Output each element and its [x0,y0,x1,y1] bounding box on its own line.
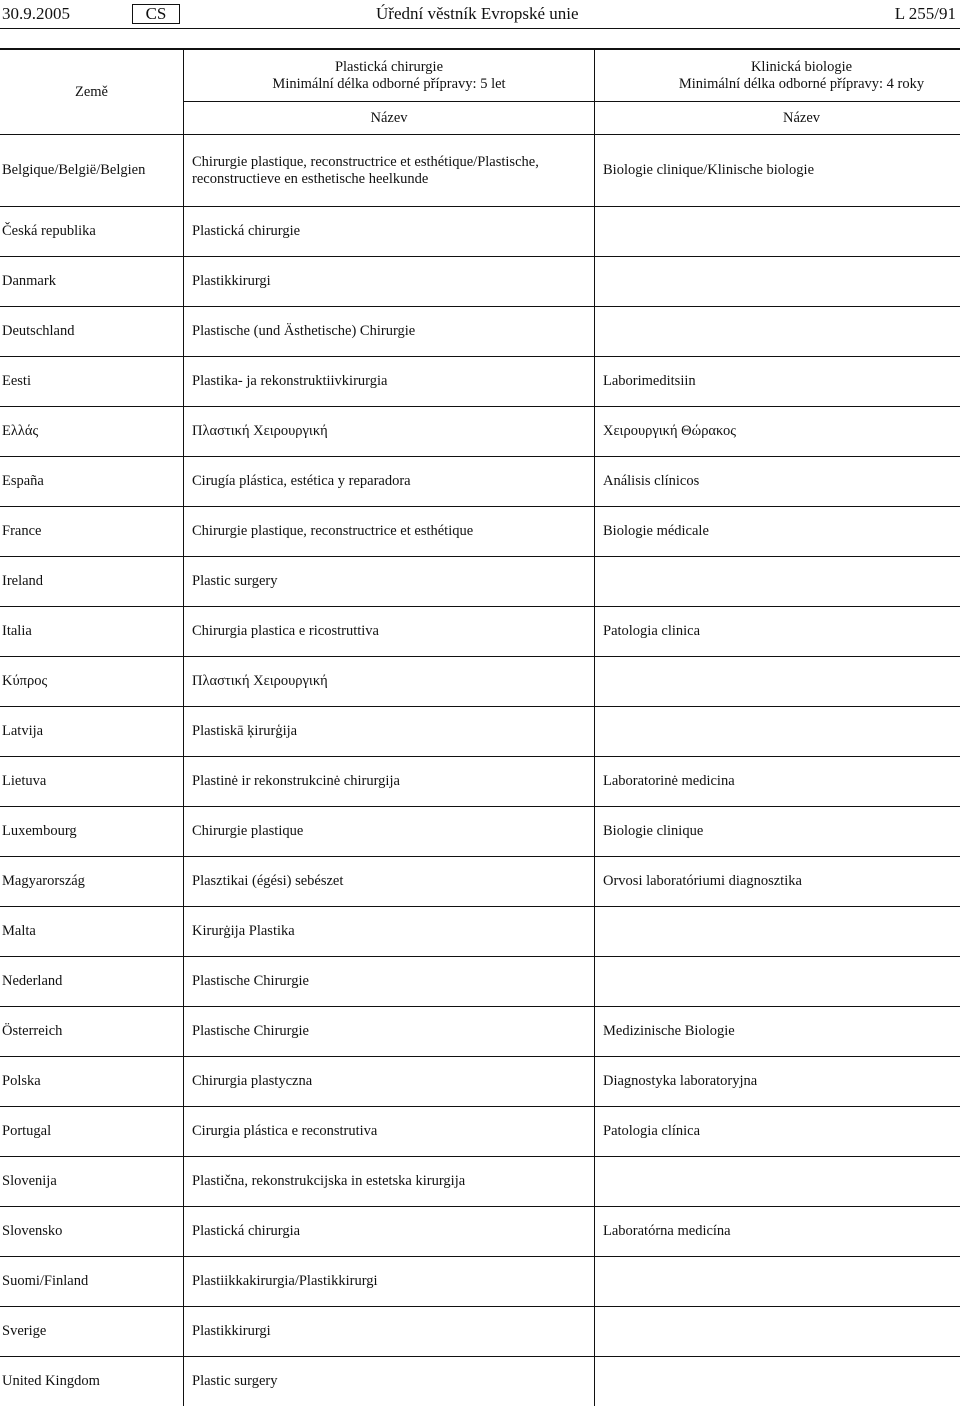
clinical-biology-cell: Patologia clinica [595,607,960,657]
publication-date: 30.9.2005 [2,4,70,24]
plastic-surgery-cell: Chirurgie plastique [184,807,595,857]
table-row [0,507,960,557]
plastic-surgery-cell: Plastická chirurgie [184,207,595,257]
clinical-biology-cell: Χειρουργική Θώρακος [595,407,960,457]
country-cell: United Kingdom [0,1357,184,1406]
country-cell: Belgique/België/Belgien [0,135,184,207]
clinical-biology-cell: Biologie clinique/Klinische biologie [595,135,960,207]
clinical-biology-cell: Laborimeditsiin [595,357,960,407]
table-row [0,657,960,707]
country-cell: France [0,507,184,557]
specialty-table [0,49,960,1406]
country-cell: Malta [0,907,184,957]
country-cell: Danmark [0,257,184,307]
country-cell: Italia [0,607,184,657]
clinical-biology-cell [595,1307,960,1357]
clinical-biology-cell: Laboratórna medicína [595,1207,960,1257]
clinical-biology-title: Klinická biologie [603,59,960,76]
plastic-surgery-cell: Chirurgia plastica e ricostruttiva [184,607,595,657]
clinical-biology-cell [595,257,960,307]
clinical-biology-cell: Patologia clínica [595,1107,960,1157]
clinical-biology-cell [595,1357,960,1406]
country-cell: Österreich [0,1007,184,1057]
table-row [0,357,960,407]
plastic-surgery-cell: Plastická chirurgia [184,1207,595,1257]
plastic-surgery-cell: Kirurġija Plastika [184,907,595,957]
clinical-biology-cell [595,657,960,707]
clinical-biology-cell [595,307,960,357]
clinical-biology-cell [595,707,960,757]
clinical-biology-cell [595,1257,960,1307]
plastic-surgery-cell: Cirugía plástica, estética y reparadora [184,457,595,507]
page-header [0,0,960,28]
country-cell: España [0,457,184,507]
table-row [0,257,960,307]
table-row [0,757,960,807]
clinical-biology-cell: Diagnostyka laboratoryjna [595,1057,960,1107]
clinical-biology-cell: Laboratorinė medicina [595,757,960,807]
language-code-box: CS [132,4,180,24]
country-cell: Luxembourg [0,807,184,857]
clinical-biology-cell: Análisis clínicos [595,457,960,507]
plastic-surgery-duration: Minimální délka odborné přípravy: 5 let [192,76,586,93]
plastic-surgery-cell: Plastische Chirurgie [184,1007,595,1057]
country-cell: Latvija [0,707,184,757]
country-cell: Portugal [0,1107,184,1157]
country-cell: Nederland [0,957,184,1007]
country-cell: Polska [0,1057,184,1107]
table-row [0,1307,960,1357]
plastic-surgery-cell: Plastiikkakirurgia/Plastikkirurgi [184,1257,595,1307]
country-cell: Suomi/Finland [0,1257,184,1307]
country-cell: Slovensko [0,1207,184,1257]
table-row [0,457,960,507]
clinical-biology-cell [595,957,960,1007]
plastic-surgery-cell: Plastinė ir rekonstrukcinė chirurgija [184,757,595,807]
column-header-clinical-biology [595,50,960,102]
plastic-surgery-cell: Plastikkirurgi [184,257,595,307]
table-row [0,1357,960,1406]
plastic-surgery-cell: Πλαστική Χειρουργική [184,657,595,707]
table-row [0,1257,960,1307]
country-cell: Česká republika [0,207,184,257]
plastic-surgery-cell: Chirurgie plastique, reconstructrice et esthétique/Plastische, reconstructieve en esthetische heelkunde [184,135,595,207]
clinical-biology-cell: Medizinische Biologie [595,1007,960,1057]
country-cell: Ελλάς [0,407,184,457]
plastic-surgery-cell: Plastic surgery [184,1357,595,1406]
table-row [0,557,960,607]
plastic-surgery-cell: Chirurgia plastyczna [184,1057,595,1107]
plastic-surgery-name-header: Název [184,102,595,135]
country-cell: Sverige [0,1307,184,1357]
plastic-surgery-cell: Cirurgia plástica e reconstrutiva [184,1107,595,1157]
table-row [0,135,960,207]
clinical-biology-cell: Biologie médicale [595,507,960,557]
clinical-biology-cell [595,207,960,257]
plastic-surgery-cell: Chirurgie plastique, reconstructrice et esthétique [184,507,595,557]
table-row [0,957,960,1007]
header-rule [0,28,960,29]
country-cell: Ireland [0,557,184,607]
clinical-biology-name-header: Název [595,102,960,135]
country-cell: Eesti [0,357,184,407]
table-row [0,707,960,757]
table-header-row [0,50,960,102]
table-row [0,907,960,957]
plastic-surgery-cell: Plastikkirurgi [184,1307,595,1357]
plastic-surgery-cell: Plastische Chirurgie [184,957,595,1007]
clinical-biology-duration: Minimální délka odborné přípravy: 4 roky [603,76,960,93]
table-row [0,1157,960,1207]
plastic-surgery-cell: Πλαστική Χειρουργική [184,407,595,457]
table-row [0,1207,960,1257]
clinical-biology-cell [595,907,960,957]
plastic-surgery-cell: Plasztikai (égési) sebészet [184,857,595,907]
table-row [0,207,960,257]
plastic-surgery-cell: Plastika- ja rekonstruktiivkirurgia [184,357,595,407]
column-header-country: Země [0,50,184,135]
table-row [0,857,960,907]
plastic-surgery-cell: Plastische (und Ästhetische) Chirurgie [184,307,595,357]
country-cell: Κύπρος [0,657,184,707]
table-row [0,1057,960,1107]
plastic-surgery-title: Plastická chirurgie [192,59,586,76]
country-cell: Magyarország [0,857,184,907]
table-row [0,407,960,457]
journal-title: Úřední věstník Evropské unie [376,4,579,24]
table-row [0,1107,960,1157]
plastic-surgery-cell: Plastiskā ķirurģija [184,707,595,757]
table-row [0,307,960,357]
table-row [0,1007,960,1057]
page-reference: L 255/91 [895,4,956,24]
plastic-surgery-cell: Plastic surgery [184,557,595,607]
clinical-biology-cell [595,557,960,607]
plastic-surgery-cell: Plastična, rekonstrukcijska in estetska kirurgija [184,1157,595,1207]
country-cell: Deutschland [0,307,184,357]
country-cell: Slovenija [0,1157,184,1207]
table-row [0,807,960,857]
table-row [0,607,960,657]
clinical-biology-cell [595,1157,960,1207]
country-cell: Lietuva [0,757,184,807]
column-header-plastic-surgery [184,50,595,102]
clinical-biology-cell: Orvosi laboratóriumi diagnosztika [595,857,960,907]
clinical-biology-cell: Biologie clinique [595,807,960,857]
